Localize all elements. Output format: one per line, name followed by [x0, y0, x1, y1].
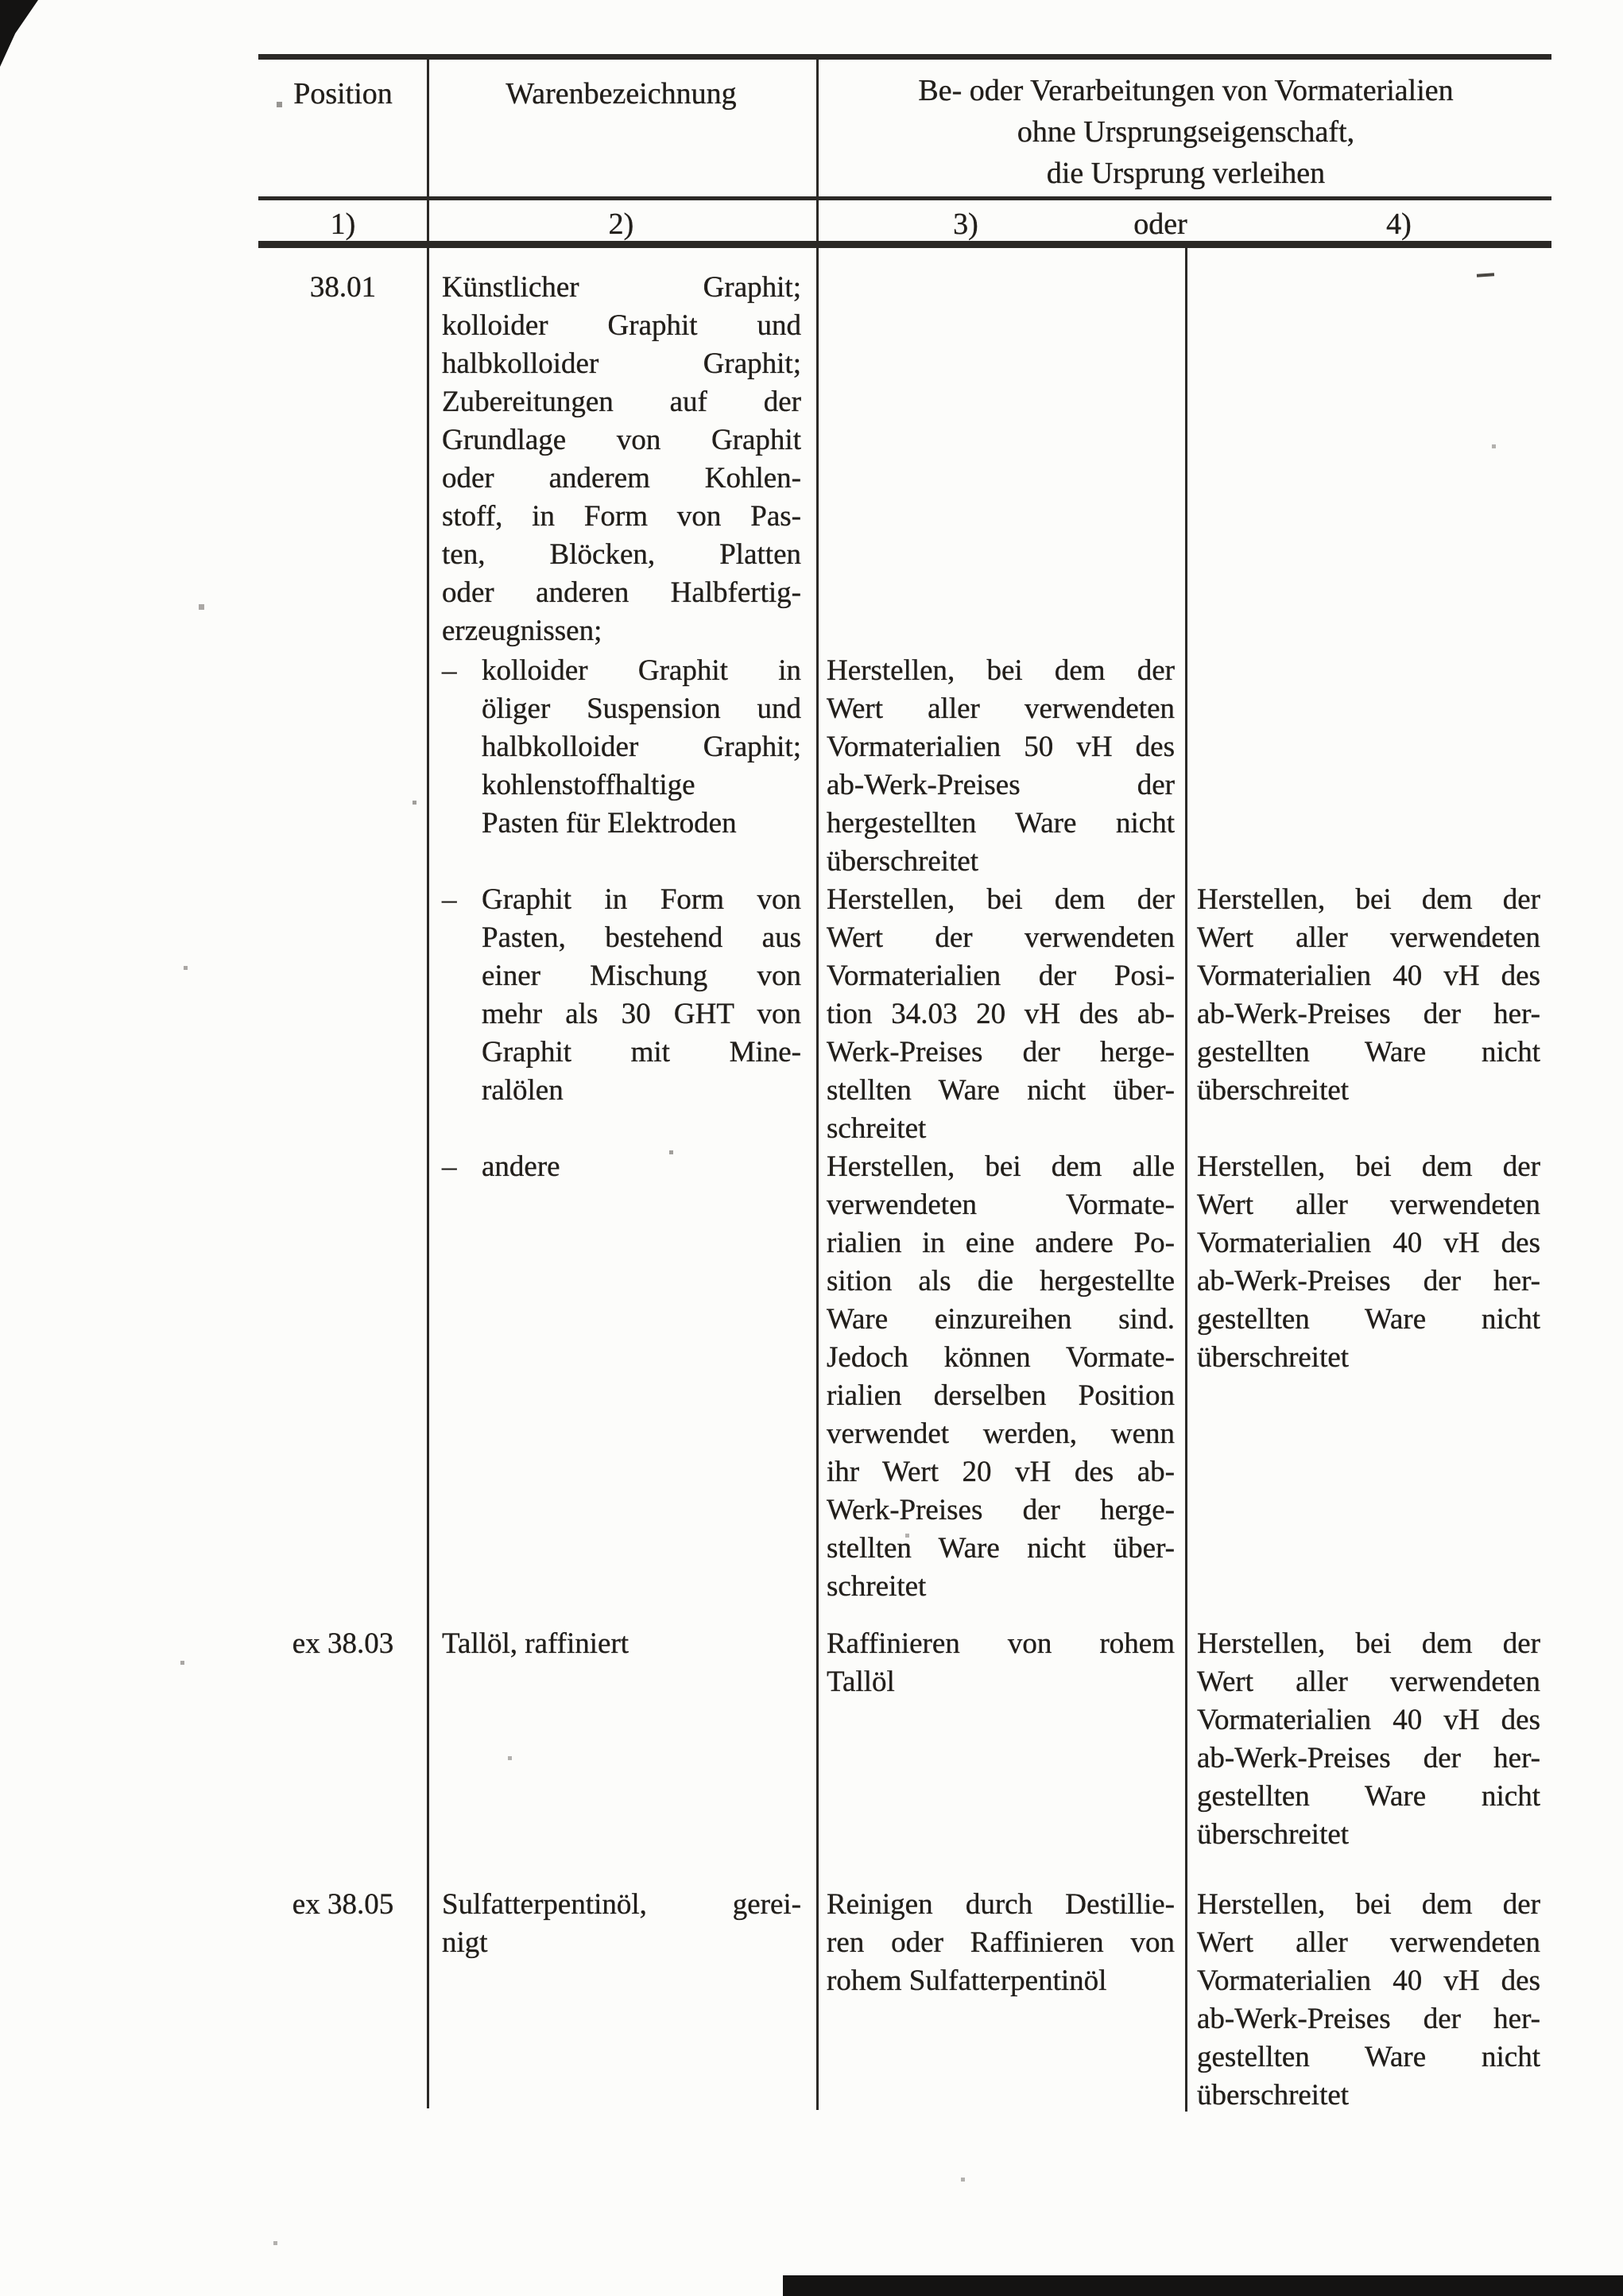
- row-ex3805-col3: [827, 1886, 1175, 2000]
- text-line: Vormaterialien der Posi-: [827, 960, 1175, 992]
- row-3801-col3-block-3: [827, 1148, 1175, 1606]
- row-ex3803-goods: [442, 1625, 801, 1663]
- text-line: ralölen: [482, 1074, 564, 1107]
- column-number-3: 3): [953, 207, 978, 241]
- row-3801-goods-subitem-3: [442, 1148, 801, 1186]
- goods-column-header: Warenbezeichnung: [505, 77, 737, 111]
- text-line: nigt: [442, 1926, 488, 1959]
- column-divider-col3-col4: [1185, 248, 1187, 2112]
- text-line: Herstellen, bei dem alle: [827, 1150, 1175, 1183]
- row-3801-col3-block-1: [827, 652, 1175, 881]
- text-line: ab-Werk-Preises der her-: [1197, 998, 1540, 1030]
- text-line: Künstlicher Graphit;: [442, 271, 801, 304]
- text-line: ten, Blöcken, Platten: [442, 538, 801, 571]
- text-line: Vormaterialien 40 vH des: [1197, 960, 1540, 992]
- text-line: kolloider Graphit in: [482, 654, 801, 687]
- text-line: Werk-Preises der herge-: [827, 1494, 1175, 1526]
- text-line: tion 34.03 20 vH des ab-: [827, 998, 1175, 1030]
- text-line: Vormaterialien 40 vH des: [1197, 1704, 1540, 1736]
- subitem-dash: –: [442, 1150, 457, 1183]
- processing-column-header: [819, 70, 1553, 194]
- text-line: Herstellen, bei dem der: [827, 883, 1175, 916]
- text-line: gestellten Ware nicht: [1197, 1780, 1540, 1813]
- column-number-4: 4): [1386, 207, 1412, 241]
- text-line: verwendet werden, wenn: [827, 1418, 1175, 1450]
- text-line: ab-Werk-Preises der her-: [1197, 1265, 1540, 1297]
- text-line: ihr Wert 20 vH des ab-: [827, 1456, 1175, 1488]
- text-line: Werk-Preises der herge-: [827, 1036, 1175, 1068]
- subitem-dash: –: [442, 654, 457, 687]
- text-line: ohne Ursprungseigenschaft,: [1017, 115, 1355, 149]
- text-line: halbkolloider Graphit;: [442, 347, 801, 380]
- row-ex3803-col3: [827, 1625, 1175, 1701]
- text-line: Herstellen, bei dem der: [1197, 883, 1540, 916]
- text-line: hergestellten Ware nicht: [827, 807, 1175, 840]
- text-line: rialien in eine andere Po-: [827, 1227, 1175, 1259]
- row-3801-position: 38.01: [309, 271, 377, 304]
- text-line: Herstellen, bei dem der: [1197, 1150, 1540, 1183]
- text-line: einer Mischung von: [482, 960, 801, 992]
- table-rule-under-header: [258, 196, 1551, 200]
- row-ex3805-position: ex 38.05: [292, 1888, 394, 1921]
- subitem-dash: –: [442, 883, 457, 916]
- text-line: oder anderen Halbfertig-: [442, 576, 801, 609]
- text-line: überschreitet: [1197, 1074, 1350, 1107]
- text-line: ab-Werk-Preises der her-: [1197, 2003, 1540, 2035]
- text-line: gestellten Ware nicht: [1197, 1303, 1540, 1336]
- text-line: gestellten Ware nicht: [1197, 1036, 1540, 1068]
- table-rule-top: [258, 54, 1551, 60]
- text-line: Herstellen, bei dem der: [827, 654, 1175, 687]
- text-line: halbkolloider Graphit;: [482, 731, 801, 763]
- text-line: Wert aller verwendeten: [827, 692, 1175, 725]
- text-line: oder anderem Kohlen-: [442, 462, 801, 494]
- text-line: ab-Werk-Preises der: [827, 769, 1175, 801]
- text-line: Tallöl, raffiniert: [442, 1627, 629, 1660]
- text-line: Wert aller verwendeten: [1197, 1926, 1540, 1959]
- text-line: Graphit mit Mine-: [482, 1036, 801, 1068]
- text-line: stellten Ware nicht über-: [827, 1074, 1175, 1107]
- text-line: Grundlage von Graphit: [442, 424, 801, 456]
- row-3801-col3-block-2: [827, 881, 1175, 1148]
- text-line: Sulfatterpentinöl, gerei-: [442, 1888, 801, 1921]
- text-line: Wert aller verwendeten: [1197, 1666, 1540, 1698]
- text-line: Raffinieren von rohem: [827, 1627, 1175, 1660]
- text-line: Herstellen, bei dem der: [1197, 1888, 1540, 1921]
- column-divider-goods-processing: [816, 56, 819, 2110]
- text-line: stoff, in Form von Pas-: [442, 500, 801, 533]
- text-line: Vormaterialien 50 vH des: [827, 731, 1175, 763]
- scan-artifact-corner: [0, 0, 38, 67]
- text-line: Wert aller verwendeten: [1197, 1189, 1540, 1221]
- subitem-text: [482, 1148, 801, 1186]
- text-line: Herstellen, bei dem der: [1197, 1627, 1540, 1660]
- text-line: ren oder Raffinieren von: [827, 1926, 1175, 1959]
- column-divider-position-goods: [427, 56, 429, 2108]
- row-ex3803-col4: [1197, 1625, 1540, 1854]
- subitem-text: [482, 652, 801, 843]
- text-line: mehr als 30 GHT von: [482, 998, 801, 1030]
- text-line: Wert aller verwendeten: [1197, 921, 1540, 954]
- text-line: überschreitet: [827, 845, 979, 878]
- text-line: Pasten für Elektroden: [482, 807, 737, 840]
- text-line: die Ursprung verleihen: [1046, 157, 1326, 190]
- text-line: ab-Werk-Preises der her-: [1197, 1742, 1540, 1774]
- scan-specks: [0, 0, 2, 2]
- text-line: schreitet: [827, 1570, 927, 1603]
- text-line: Ware einzureihen sind.: [827, 1303, 1175, 1336]
- text-line: rohem Sulfatterpentinöl: [827, 1964, 1107, 1997]
- text-line: kohlenstoffhaltige: [482, 769, 695, 801]
- row-3801-goods-subitem-1: [442, 652, 801, 843]
- position-column-header: Position: [293, 77, 393, 111]
- text-line: kolloider Graphit und: [442, 309, 801, 342]
- text-line: überschreitet: [1197, 1341, 1350, 1374]
- text-line: Jedoch können Vormate-: [827, 1341, 1175, 1374]
- row-3801-goods-subitem-2: [442, 881, 801, 1110]
- text-line: Zubereitungen auf der: [442, 386, 801, 418]
- text-line: erzeugnissen;: [442, 615, 602, 647]
- row-ex3805-col4: [1197, 1886, 1540, 2115]
- text-line: andere: [482, 1150, 560, 1183]
- text-line: Be- oder Verarbeitungen von Vormaterialien: [918, 74, 1454, 107]
- text-line: Reinigen durch Destillie-: [827, 1888, 1175, 1921]
- scan-speck-dash: [1477, 273, 1494, 277]
- text-line: stellten Ware nicht über-: [827, 1532, 1175, 1565]
- text-line: Vormaterialien 40 vH des: [1197, 1227, 1540, 1259]
- text-line: überschreitet: [1197, 2079, 1350, 2112]
- text-line: Graphit in Form von: [482, 883, 801, 916]
- text-line: rialien derselben Position: [827, 1379, 1175, 1412]
- column-number-1: 1): [330, 207, 356, 241]
- subitem-text: [482, 881, 801, 1110]
- text-line: Vormaterialien 40 vH des: [1197, 1964, 1540, 1997]
- text-line: schreitet: [827, 1112, 927, 1145]
- column-number-2: 2): [608, 207, 634, 241]
- text-line: Wert der verwendeten: [827, 921, 1175, 954]
- text-line: gestellten Ware nicht: [1197, 2041, 1540, 2073]
- text-line: öliger Suspension und: [482, 692, 801, 725]
- row-3801-col4-block-2: [1197, 1148, 1540, 1377]
- column-number-oder: oder: [1133, 207, 1187, 241]
- row-ex3805-goods: [442, 1886, 801, 1962]
- row-3801-col4-block-1: [1197, 881, 1540, 1110]
- text-line: verwendeten Vormate-: [827, 1189, 1175, 1221]
- row-3801-goods-intro: [442, 269, 801, 650]
- text-line: Tallöl: [827, 1666, 895, 1698]
- row-ex3803-position: ex 38.03: [292, 1627, 394, 1660]
- scan-artifact-bottom-bar: [783, 2275, 1623, 2296]
- text-line: überschreitet: [1197, 1818, 1350, 1851]
- text-line: Pasten, bestehend aus: [482, 921, 801, 954]
- text-line: sition als die hergestellte: [827, 1265, 1175, 1297]
